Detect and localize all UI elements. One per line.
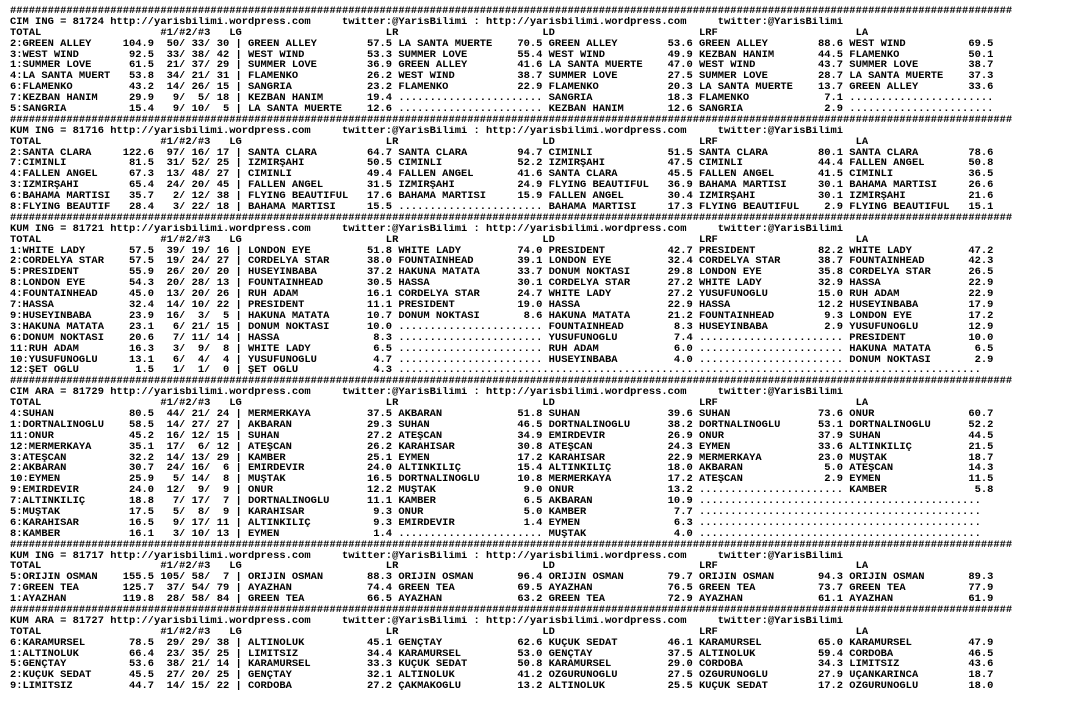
result-line: 6:KARAMÜRSEL 78.5 29/ 29/ 38 | ALTINOLUK 45.1 GENÇTAY 62.6 KÜÇÜK SEDAT 46.1 KARAMÜRSEL 65.0 KARAMÜRSEL 47.9 xyxy=(10,637,994,649)
column-header-line: TOTAL #1/#2/#3 LG LR LD LRF LA xyxy=(10,398,869,409)
separator-line: ################################################################################################################################################################ xyxy=(10,6,1013,17)
result-line: 7:CİMİNLİ 81.5 31/ 52/ 25 | İZMİRŞAHİ 50.5 CİMİNLİ 52.2 İZMİRŞAHİ 47.5 CİMİNLİ 44.4 FALLEN ANGEL 50.8 xyxy=(10,158,994,170)
separator-line: ################################################################################################################################################################ xyxy=(10,539,1013,551)
separator-line: ################################################################################################################################################################ xyxy=(10,114,1013,126)
result-line: 6:BAHAMA MARTISI 35.7 2/ 12/ 38 | FLYING BEAUTIFUL 17.6 BAHAMA MARTISI 15.9 FALLEN ANGEL 30.4 İZMİRŞAHİ 30.1 İZMİRŞAHİ 21.6 xyxy=(10,191,994,203)
result-line: 4:FALLEN ANGEL 67.3 13/ 48/ 27 | CİMİNLİ 49.4 FALLEN ANGEL 41.6 SANTA CLARA 45.5 FALLEN ANGEL 41.5 CİMİNLİ 36.5 xyxy=(10,169,994,181)
separator-line: ################################################################################################################################################################ xyxy=(10,212,1013,224)
result-line: 4:LA SANTA MUERT 53.8 34/ 21/ 31 | FLAMENKO 26.2 WEST WIND 38.7 SUMMER LOVE 27.5 SUMMER LOVE 28.7 LA SANTA MUERTE 37.3 xyxy=(10,71,994,83)
race-header-line: KUM ING = 81716 http://yarisbilimi.wordpress.com twitter:@YarisBilimi : http://yarisbilimi.wordpress.com twitter:@YarisBilimi xyxy=(10,125,844,137)
result-line: 7:KEZBAN HANIM 29.9 9/ 5/ 18 | KEZBAN HANIM 19.4 ....................... SANGRIA 18.3 FLAMENKO 7.1 ....................... xyxy=(10,93,994,105)
result-line: 1:AYAZHAN 119.8 28/ 58/ 84 | GREEN TEA 66.5 AYAZHAN 63.2 GREEN TEA 72.9 AYAZHAN 61.1 AYAZHAN 61.9 xyxy=(10,594,994,605)
result-line: 1:SUMMER LOVE 61.5 21/ 37/ 29 | SUMMER LOVE 36.9 GREEN ALLEY 41.6 LA SANTA MUERTE 47.0 WEST WIND 43.7 SUMMER LOVE 38.7 xyxy=(10,60,994,72)
result-line: 10:YUSUFUNOĞLU 13.1 6/ 4/ 4 | YUSUFUNOĞLU 4.7 ....................... HÜSEYİNBABA 4.0 ....................... DÖNÜM NOKTASI 2.9 xyxy=(10,354,994,366)
result-line: 7:ALTINKILIÇ 18.8 7/ 17/ 7 | DÖRTNALINOĞLU 11.1 KAMBER 6.5 AKBARAN 10.9 ............................................. xyxy=(10,496,981,507)
result-line: 7:HASSA 32.4 14/ 10/ 22 | PRESIDENT 11.1 PRESIDENT 19.0 HASSA 22.9 HASSA 12.2 HÜSEYİNBABA 17.9 xyxy=(10,300,994,311)
column-header-line: TOTAL #1/#2/#3 LG LR LD LRF LA xyxy=(10,626,869,638)
separator-line: ################################################################################################################################################################ xyxy=(10,376,1013,388)
column-header-line: TOTAL #1/#2/#3 LG LR LD LRF LA xyxy=(10,234,869,246)
race-header-line: KUM ARA = 81727 http://yarisbilimi.wordpress.com twitter:@YarisBilimi : http://yarisbilimi.wordpress.com twitter:@YarisBilimi xyxy=(10,615,844,627)
result-line: 1:WHITE LADY 57.5 39/ 19/ 16 | LONDON EYE 51.8 WHITE LADY 74.0 PRESIDENT 42.7 PRESIDENT 82.2 WHITE LADY 47.2 xyxy=(10,245,994,257)
race-header-line: CIM ING = 81724 http://yarisbilimi.wordpress.com twitter:@YarisBilimi : http://yarisbilimi.wordpress.com twitter:@YarisBilimi xyxy=(10,16,844,28)
result-line: 12:ŞET OĞLU 1.5 1/ 1/ 0 | ŞET OĞLU 4.3 ............................................................................................. xyxy=(10,365,981,377)
results-text-sheet xyxy=(10,6,1077,713)
result-line: 3:İZMİRŞAHİ 65.4 24/ 20/ 45 | FALLEN ANGEL 31.5 İZMİRŞAHİ 24.9 FLYING BEAUTIFUL 36.9 BAHAMA MARTISI 30.1 BAHAMA MARTISI 26.6 xyxy=(10,180,994,192)
separator-line: ################################################################################################################################################################ xyxy=(10,604,1013,616)
result-line: 5:GENÇTAY 53.6 38/ 21/ 14 | KARAMÜRSEL 33.3 KÜÇÜK SEDAT 50.8 KARAMÜRSEL 29.0 CORDOBA 34.3 LİMİTSİZ 43.6 xyxy=(10,659,994,671)
result-line: 10:EYMEN 25.9 5/ 14/ 8 | MUŞTAK 16.5 DÖRTNALINOĞLU 10.8 MERMERKAYA 17.2 ATEŞCAN 2.9 EYMEN 11.5 xyxy=(10,474,994,486)
result-line: 6:FLAMENKO 43.2 14/ 26/ 15 | SANGRIA 23.2 FLAMENKO 22.9 FLAMENKO 20.3 LA SANTA MUERTE 13.7 GREEN ALLEY 33.6 xyxy=(10,82,994,94)
result-line: 5:MUŞTAK 17.5 5/ 8/ 9 | KARAHİSAR 9.3 ONUR 5.0 KAMBER 7.7 ............................................. xyxy=(10,506,981,518)
race-header-line: KUM ING = 81721 http://yarisbilimi.wordpress.com twitter:@YarisBilimi : http://yarisbilimi.wordpress.com twitter:@YarisBilimi xyxy=(10,223,844,235)
result-line: 9:HÜSEYİNBABA 23.9 16/ 3/ 5 | HAKUNA MATATA 10.7 DÖNÜM NOKTASI 8.6 HAKUNA MATATA 21.2 FOUNTAINHEAD 9.3 LONDON EYE 17.2 xyxy=(10,310,994,322)
race-header-line: CIM ARA = 81729 http://yarisbilimi.wordpress.com twitter:@YarisBilimi : http://yarisbilimi.wordpress.com twitter:@YarisBilimi xyxy=(10,387,844,399)
result-line: 3:WEST WIND 92.5 33/ 38/ 42 | WEST WIND 53.3 SUMMER LOVE 55.4 WEST WIND 49.9 KEZBAN HANIM 44.5 FLAMENKO 50.1 xyxy=(10,49,994,61)
result-line: 2:KÜÇÜK SEDAT 45.5 27/ 20/ 25 | GENÇTAY 32.1 ALTINOLUK 41.2 ÖZGÜRÜNOĞLU 27.5 ÖZGÜRÜNOĞLU 27.9 UÇANKARINCA 18.7 xyxy=(10,670,994,682)
result-line: 2:SANTA CLARA 122.6 97/ 16/ 17 | SANTA CLARA 64.7 SANTA CLARA 94.7 CİMİNLİ 51.5 SANTA CLARA 80.1 SANTA CLARA 78.6 xyxy=(10,147,994,159)
result-line: 8:KAMBER 16.1 3/ 10/ 13 | EYMEN 1.4 ....................... MUŞTAK 4.0 ............................................. xyxy=(10,528,981,540)
result-line: 6:DÖNÜM NOKTASI 20.6 7/ 11/ 14 | HASSA 8.3 ....................... YUSUFUNOĞLU 7.4 ....................... PRESIDENT 10.0 xyxy=(10,332,994,344)
column-header-line: TOTAL #1/#2/#3 LG LR LD LRF LA xyxy=(10,136,869,148)
column-header-line: TOTAL #1/#2/#3 LG LR LD LRF LA xyxy=(10,27,869,39)
result-line: 7:GREEN TEA 125.7 37/ 54/ 79 | AYAZHAN 74.4 GREEN TEA 69.5 AYAZHAN 76.5 GREEN TEA 73.7 GREEN TEA 77.9 xyxy=(10,583,994,595)
result-line: 8:LONDON EYE 54.3 20/ 28/ 13 | FOUNTAINHEAD 30.5 HASSA 30.1 CORDELYA STAR 27.2 WHITE LADY 32.9 HASSA 22.9 xyxy=(10,278,994,290)
result-line: 9:LİMİTSİZ 44.7 14/ 15/ 22 | CORDOBA 27.2 ÇAKMAKOĞLU 13.2 ALTINOLUK 25.5 KÜÇÜK SEDAT 17.2 ÖZGÜRÜNOĞLU 18.0 xyxy=(10,681,994,693)
result-line: 4:SÜHAN 80.5 44/ 21/ 24 | MERMERKAYA 37.5 AKBARAN 51.8 SÜHAN 39.6 SÜHAN 73.6 ONUR 60.7 xyxy=(10,408,994,420)
result-line: 1:ALTINOLUK 66.4 23/ 35/ 25 | LİMİTSİZ 34.4 KARAMÜRSEL 53.0 GENÇTAY 37.5 ALTINOLUK 59.4 CORDOBA 46.5 xyxy=(10,648,994,660)
result-line: 1:DÖRTNALINOĞLU 58.5 14/ 27/ 27 | AKBARAN 29.3 SÜHAN 46.5 DÖRTNALINOĞLU 38.2 DÖRTNALINOĞLU 53.1 DÖRTNALINOĞLU 52.2 xyxy=(10,419,994,431)
result-line: 2:AKBARAN 30.7 24/ 16/ 6 | EMİRDEVİR 24.0 ALTINKILIÇ 15.4 ALTINKILIÇ 18.0 AKBARAN 5.0 ATEŞCAN 14.3 xyxy=(10,463,994,475)
result-line: 5:SANGRIA 15.4 9/ 10/ 5 | LA SANTA MUERTE 12.6 ....................... KEZBAN HANIM 12.6 SANGRIA 2.9 ....................... xyxy=(10,104,994,115)
result-line: 5:PRESIDENT 55.9 26/ 20/ 20 | HÜSEYİNBABA 37.2 HAKUNA MATATA 33.7 DÖNÜM NOKTASI 29.8 LONDON EYE 35.8 CORDELYA STAR 26.5 xyxy=(10,267,994,279)
result-line: 5:ORİJİN OSMAN 155.5 105/ 58/ 7 | ORİJİN OSMAN 88.3 ORİJİN OSMAN 96.4 ORİJİN OSMAN 79.7 ORİJİN OSMAN 94.3 ORİJİN OSMAN 89.3 xyxy=(10,572,994,584)
result-line: 4:FOUNTAINHEAD 45.0 13/ 20/ 26 | RUH ADAM 16.1 CORDELYA STAR 24.7 WHITE LADY 27.2 YUSUFUNOĞLU 15.0 RUH ADAM 22.9 xyxy=(10,289,994,301)
column-header-line: TOTAL #1/#2/#3 LG LR LD LRF LA xyxy=(10,561,869,573)
result-line: 3:ATEŞCAN 32.2 14/ 13/ 29 | KAMBER 25.1 EYMEN 17.2 KARAHİSAR 22.9 MERMERKAYA 23.0 MUŞTAK 18.7 xyxy=(10,452,994,464)
result-line: 2:GREEN ALLEY 104.9 50/ 33/ 30 | GREEN ALLEY 57.5 LA SANTA MUERTE 70.5 GREEN ALLEY 53.6 GREEN ALLEY 88.6 WEST WIND 69.5 xyxy=(10,38,994,50)
result-line: 11:ONUR 45.2 16/ 12/ 15 | SÜHAN 27.2 ATEŞCAN 34.9 EMİRDEVİR 26.9 ONUR 37.9 SÜHAN 44.5 xyxy=(10,430,994,442)
result-line: 3:HAKUNA MATATA 23.1 6/ 21/ 15 | DÖNÜM NOKTASI 10.0 ....................... FOUNTAINHEAD 8.3 HÜSEYİNBABA 2.9 YUSUFUNOĞLU 12.9 xyxy=(10,321,994,333)
result-line: 6:KARAHİSAR 16.5 9/ 17/ 11 | ALTINKILIÇ 9.3 EMİRDEVİR 1.4 EYMEN 6.3 ............................................. xyxy=(10,517,981,529)
result-line: 9:EMİRDEVİR 24.0 12/ 9/ 9 | ONUR 12.2 MUŞTAK 9.0 ONUR 13.2 ....................... KAMBER 5.8 xyxy=(10,485,994,497)
result-line: 11:RUH ADAM 16.3 3/ 9/ 8 | WHITE LADY 6.5 ....................... RUH ADAM 6.0 ....................... HAKUNA MATATA 6.5 xyxy=(10,343,994,355)
result-line: 2:CORDELYA STAR 57.5 19/ 24/ 27 | CORDELYA STAR 38.0 FOUNTAINHEAD 39.1 LONDON EYE 32.4 CORDELYA STAR 38.7 FOUNTAINHEAD 42.3 xyxy=(10,256,994,268)
result-line: 8:FLYING BEAUTIF 28.4 3/ 22/ 18 | BAHAMA MARTISI 15.5 ....................... BAHAMA MARTISI 17.3 FLYING BEAUTIFUL 2.9 FLYING BEAUTIFUL 15.1 xyxy=(10,202,994,213)
result-line: 12:MERMERKAYA 35.1 17/ 6/ 12 | ATEŞCAN 26.2 KARAHİSAR 30.8 ATEŞCAN 24.3 EYMEN 33.6 ALTINKILIÇ 21.5 xyxy=(10,441,994,453)
race-header-line: KUM ING = 81717 http://yarisbilimi.wordpress.com twitter:@YarisBilimi : http://yarisbilimi.wordpress.com twitter:@YarisBilimi xyxy=(10,550,844,562)
